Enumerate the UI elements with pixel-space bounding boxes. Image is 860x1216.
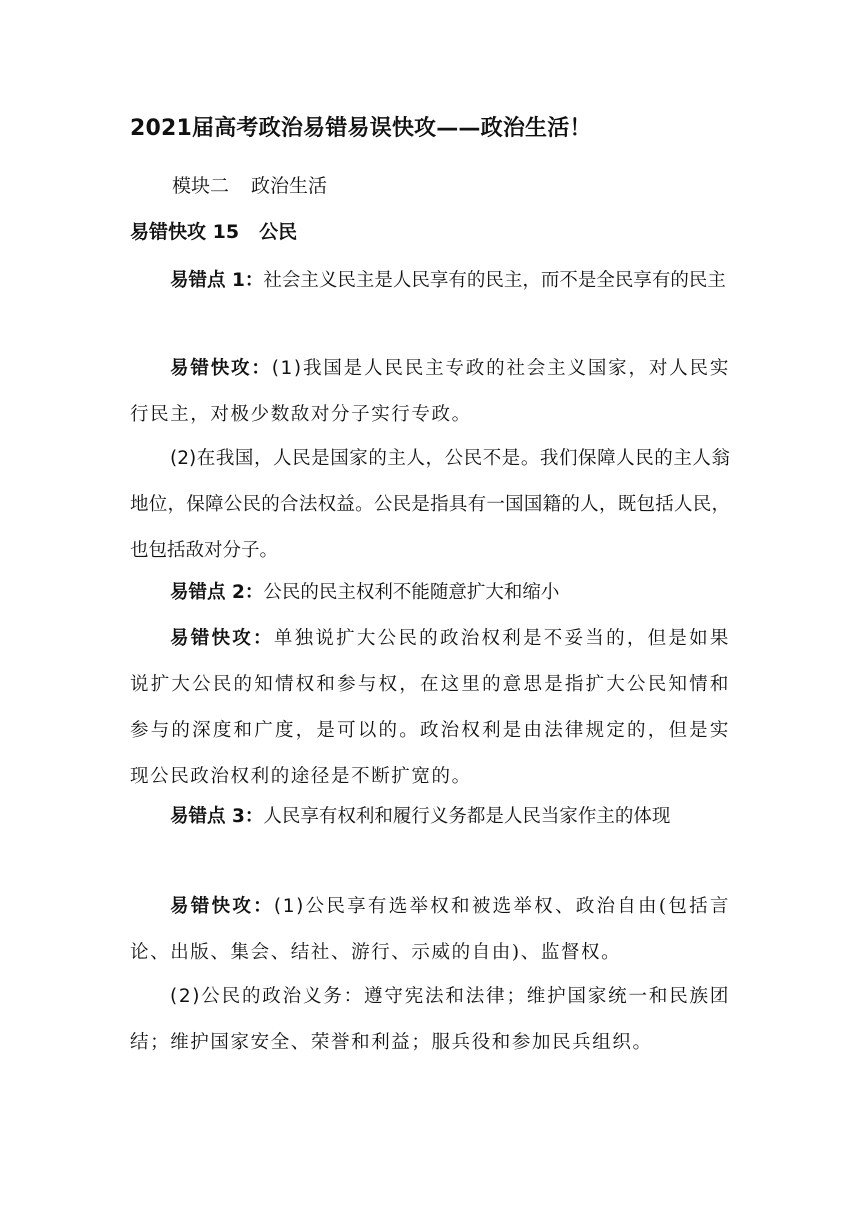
paragraph-text: 公民的政治义务：遵守宪法和法律；维护国家统一和民族团结；维护国家安全、荣誉和利益；服兵役和参加民兵组织。 [130,986,730,1053]
paragraph-lead: 易错点 2： [170,582,264,603]
module-heading [172,170,327,202]
error-point-2 [130,570,730,616]
paragraph-text: 在我国，人民是国家的主人，公民不是。我们保障人民的主人翁地位，保障公民的合法权益。公民是指具有一国国籍的人，既包括人民，也包括敌对分子。 [130,448,730,561]
paragraph-text: 单独说扩大公民的政治权利是不妥当的，但是如果说扩大公民的知情权和参与权，在这里的意思是指扩大公民知情和参与的深度和广度，是可以的。政治权利是由法律规定的，但是实现公民政治权利的途径是不断扩宽的。 [130,628,730,787]
paragraph-text: 我国是人民民主专政的社会主义国家，对人民实行民主，对极少数敌对分子实行专政。 [130,358,730,425]
item-number: (2) [170,448,197,469]
quick-tip-1-item-2 [130,436,730,574]
item-number: (1) [271,358,303,379]
section-label: 易错快攻 15 [130,221,240,243]
quick-tip-1-item-1 [130,346,730,438]
document-title: 2021届高考政治易错易误快攻——政治生活！ [130,116,592,141]
paragraph-text: 公民享有选举权和被选举权、政治自由(包括言论、出版、集会、结社、游行、示威的自由)、监督权。 [130,896,730,963]
quick-tip-3-item-2 [130,974,730,1066]
paragraph-lead: 易错快攻： [170,358,272,379]
paragraph-lead: 易错快攻： [170,896,274,917]
paragraph-lead: 易错快攻： [170,628,274,649]
module-label: 模块二 [172,175,230,197]
item-number: (1) [273,896,305,917]
item-number: (2) [170,986,202,1007]
error-point-3 [130,794,730,840]
paragraph-text: 人民享有权利和履行义务都是人民当家作主的体现 [263,806,671,827]
paragraph-text: 社会主义民主是人民享有的民主，而不是全民享有的民主 [263,270,726,291]
section-name: 公民 [259,221,298,243]
error-point-1 [130,258,730,304]
paragraph-text: 公民的民主权利不能随意扩大和缩小 [263,582,560,603]
section-heading [130,216,297,248]
paragraph-lead: 易错点 1： [170,270,264,291]
quick-tip-3-item-1 [130,884,730,976]
paragraph-lead: 易错点 3： [170,806,264,827]
module-name: 政治生活 [251,175,328,197]
quick-tip-2 [130,616,730,800]
